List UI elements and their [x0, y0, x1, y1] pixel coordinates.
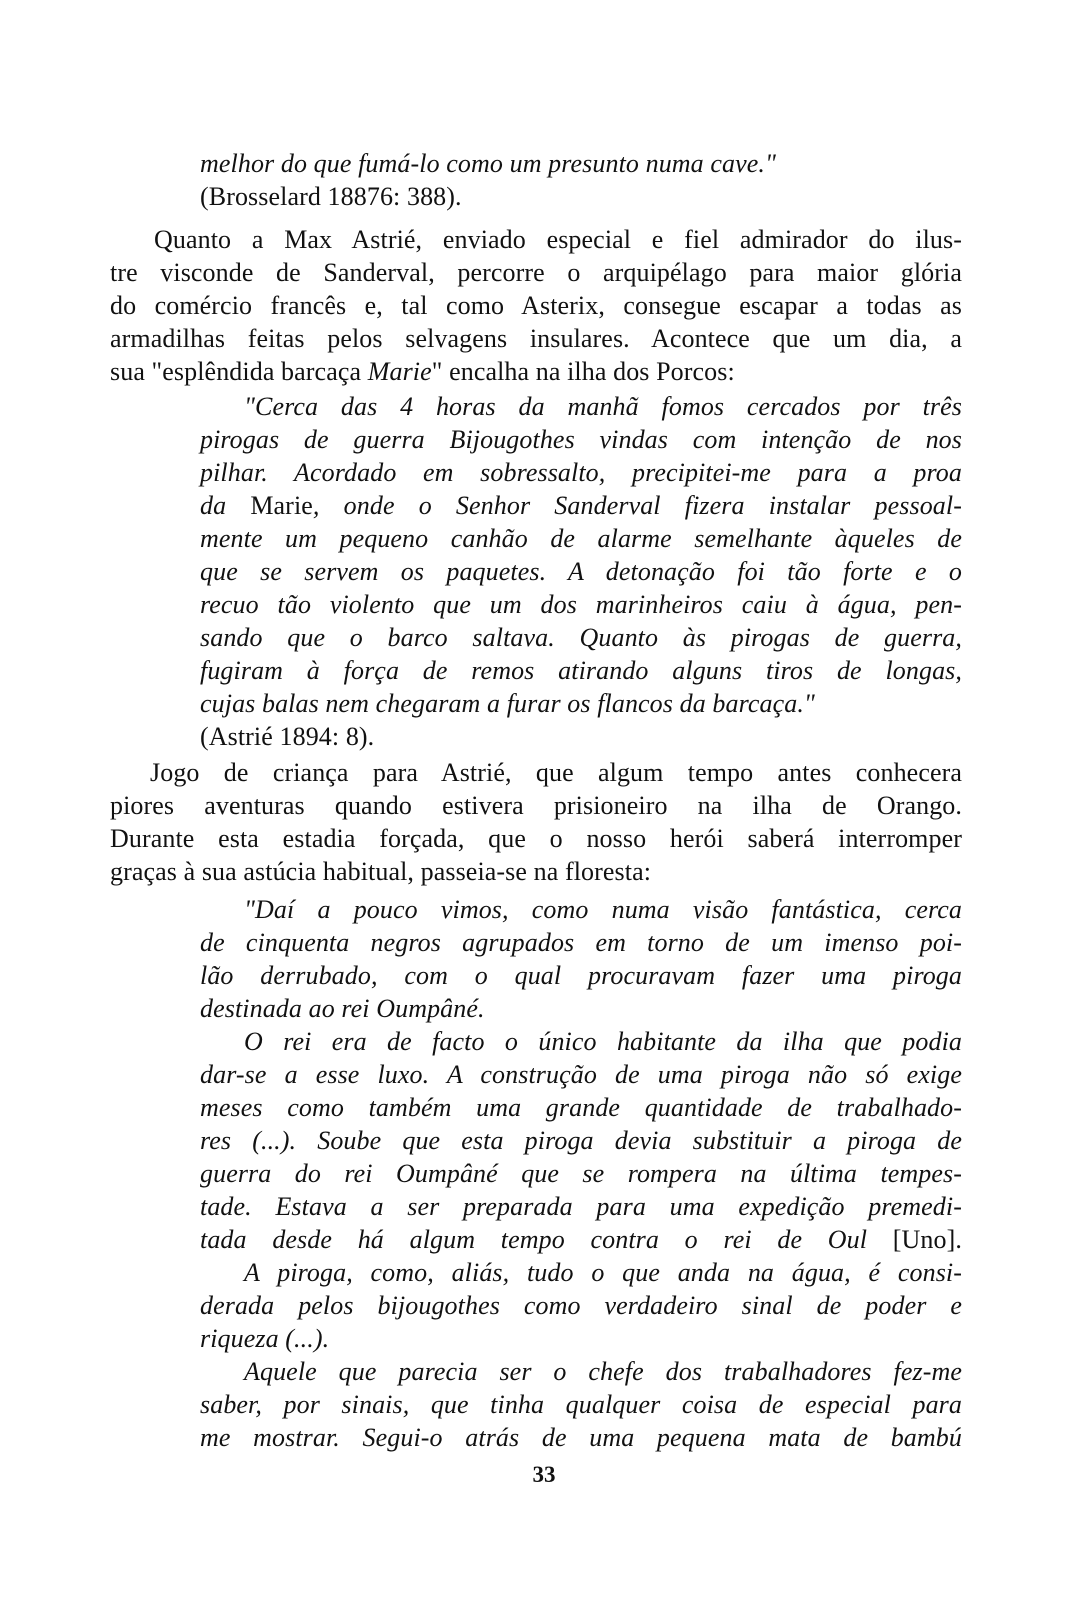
page-number: 33 [532, 1462, 556, 1487]
text-segment: " encalha na ilha dos Porcos: [431, 357, 735, 386]
text-segment: derada pelos bijougothes como verdadeiro sinal de poder e [200, 1291, 962, 1320]
text-line [110, 355, 962, 388]
text-line [110, 756, 962, 789]
text-line [110, 322, 962, 355]
text-segment: sua "esplêndida barcaça [110, 357, 368, 386]
text-line [200, 456, 962, 489]
text-line [110, 289, 962, 322]
text-line [200, 621, 962, 654]
text-segment: (Brosselard 18876: 388). [200, 182, 462, 211]
text-segment: res (...). Soube que esta piroga devia substituir a piroga de [200, 1126, 962, 1155]
text-segment: riqueza (...). [200, 1324, 330, 1353]
text-segment: me mostrar. Segui-o atrás de uma pequena mata de bambú [200, 1423, 962, 1452]
text-segment: [Uno]. [892, 1225, 962, 1254]
text-line [200, 720, 962, 753]
text-segment: mente um pequeno canhão de alarme semelhante àqueles de [200, 524, 962, 553]
text-segment: graças à sua astúcia habitual, passeia-se na floresta: [110, 857, 652, 886]
text-segment: tade. Estava a ser preparada para uma expedição premedi- [200, 1192, 962, 1221]
text-line [200, 147, 962, 180]
text-segment: cujas balas nem chegaram a furar os flancos da barcaça." [200, 689, 815, 718]
text-segment: Aquele que parecia ser o chefe dos trabalhadores fez-me [244, 1357, 962, 1386]
text-line [200, 1157, 962, 1190]
text-line [200, 555, 962, 588]
text-segment: guerra do rei Oumpâné que se rompera na última tempes- [200, 1159, 962, 1188]
text-line [200, 1025, 962, 1058]
text-segment: tada desde há algum tempo contra o rei de Oul [200, 1225, 893, 1254]
text-line [200, 893, 962, 926]
text-segment: fugiram à força de remos atirando alguns tiros de longas, [200, 656, 962, 685]
text-line [110, 855, 962, 888]
text-segment: armadilhas feitas pelos selvagens insulares. Acontece que um dia, a [110, 324, 962, 353]
text-segment: Marie [250, 491, 313, 520]
text-segment: destinada ao rei Oumpâné. [200, 994, 485, 1023]
text-line [200, 1421, 962, 1454]
text-segment: lão derrubado, com o qual procuravam fazer uma piroga [200, 961, 962, 990]
text-segment: "Daí a pouco vimos, como numa visão fantástica, cerca [244, 895, 962, 924]
text-line [200, 959, 962, 992]
text-line [200, 522, 962, 555]
text-segment: do comércio francês e, tal como Asterix, consegue escapar a todas as [110, 291, 962, 320]
text-line [200, 1256, 962, 1289]
text-segment: meses como também uma grande quantidade de trabalhado- [200, 1093, 962, 1122]
text-line [200, 180, 962, 213]
text-line [110, 822, 962, 855]
text-segment: Durante esta estadia forçada, que o nosso herói saberá interromper [110, 824, 962, 853]
text-line [200, 992, 962, 1025]
text-segment: Marie [367, 357, 432, 386]
text-line [200, 1124, 962, 1157]
text-line [200, 1190, 962, 1223]
text-line [200, 1388, 962, 1421]
text-segment: O rei era de facto o único habitante da ilha que podia [244, 1027, 962, 1056]
text-segment: melhor do que fumá-lo como um presunto numa cave." [200, 149, 777, 178]
text-line [200, 926, 962, 959]
text-line [200, 1091, 962, 1124]
text-line [110, 789, 962, 822]
text-segment: Jogo de criança para Astrié, que algum tempo antes conhecera [150, 758, 962, 787]
text-segment: dar-se a esse luxo. A construção de uma piroga não só exige [200, 1060, 962, 1089]
text-line [200, 489, 962, 522]
text-line [110, 223, 962, 256]
text-segment: da [200, 491, 251, 520]
text-segment: "Cerca das 4 horas da manhã fomos cercados por três [244, 392, 962, 421]
text-line [110, 256, 962, 289]
text-segment: piores aventuras quando estivera prisioneiro na ilha de Orango. [110, 791, 962, 820]
text-segment: (Astrié 1894: 8). [200, 722, 375, 751]
text-segment: recuo tão violento que um dos marinheiros caiu à água, pen- [200, 590, 962, 619]
text-line [200, 654, 962, 687]
text-line [200, 1289, 962, 1322]
text-segment: A piroga, como, aliás, tudo o que anda na água, é consi- [244, 1258, 962, 1287]
text-line [200, 1355, 962, 1388]
text-segment: Quanto a Max Astrié, enviado especial e fiel admirador do ilus- [154, 225, 962, 254]
text-segment: pilhar. Acordado em sobressalto, precipitei-me para a proa [200, 458, 962, 487]
text-line [200, 588, 962, 621]
text-line [200, 1223, 962, 1256]
text-line [200, 423, 962, 456]
text-segment: saber, por sinais, que tinha qualquer coisa de especial para [200, 1390, 962, 1419]
text-line [200, 390, 962, 423]
text-segment: tre visconde de Sanderval, percorre o arquipélago para maior glória [110, 258, 962, 287]
text-segment: pirogas de guerra Bijougothes vindas com intenção de nos [200, 425, 962, 454]
text-line [200, 687, 962, 720]
text-segment: que se servem os paquetes. A detonação foi tão forte e o [200, 557, 962, 586]
text-segment: , onde o Senhor Sanderval fizera instalar pessoal- [312, 491, 962, 520]
text-segment: sando que o barco saltava. Quanto às pirogas de guerra, [200, 623, 962, 652]
text-line [200, 1322, 962, 1355]
text-segment: de cinquenta negros agrupados em torno de um imenso poi- [200, 928, 962, 957]
text-line [200, 1058, 962, 1091]
